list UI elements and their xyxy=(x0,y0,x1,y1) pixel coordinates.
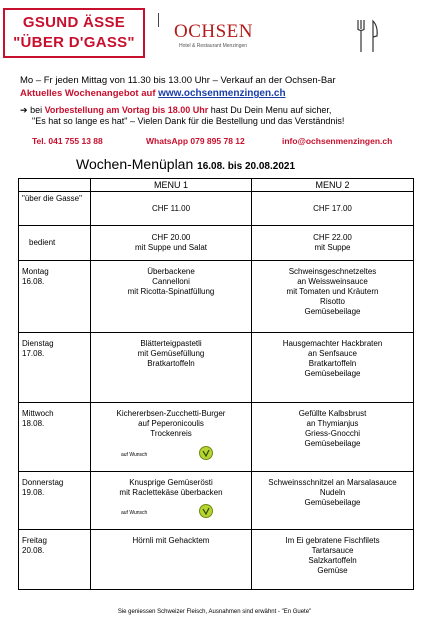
dish-line: Gemüse xyxy=(317,566,348,575)
dish-line: mit Ricotta-Spinatfüllung xyxy=(127,287,215,296)
header-divider xyxy=(158,13,159,27)
dish-line: an Thymianjus xyxy=(306,419,359,428)
dish-line: Schweinsschnitzel an Marsalasauce xyxy=(268,478,397,487)
day-cell xyxy=(19,530,91,590)
menu1-cell xyxy=(91,403,252,472)
served-price-menu2 xyxy=(252,226,414,261)
dish-line: Schweinsgeschnetzeltes xyxy=(288,267,377,276)
dish-line: Tartarsauce xyxy=(311,546,354,555)
title-dates: 16.08. bis 20.08.2021 xyxy=(197,161,296,172)
price-row-served xyxy=(19,226,414,261)
served-menu1-price: CHF 20.00 xyxy=(151,233,191,242)
served-price-menu1 xyxy=(91,226,252,261)
street-price-menu2: CHF 17.00 xyxy=(252,192,414,226)
menu1-cell xyxy=(91,333,252,403)
opening-hours: Mo – Fr jeden Mittag von 11.30 bis 13.00 Uhr – Verkauf an der Ochsen-Bar xyxy=(20,75,336,86)
page-title xyxy=(76,156,295,172)
dish-line: mit Tomaten und Kräutern xyxy=(286,287,379,296)
arrow-icon: ➔ xyxy=(20,105,28,115)
dish-line: Hörnli mit Gehacktem xyxy=(132,536,210,545)
brand-name: OCHSEN xyxy=(174,21,254,42)
served-menu2-note: mit Suppe xyxy=(314,243,351,252)
weekly-offer-label: Aktuelles Wochenangebot auf xyxy=(20,88,156,99)
menu-table xyxy=(18,178,414,590)
day-cell xyxy=(19,261,91,333)
dish-line: Gemüsebeilage xyxy=(304,498,361,507)
dish-line: Bratkartoffeln xyxy=(308,359,357,368)
day-name: Mittwoch xyxy=(22,409,54,418)
footer-note: Sie geniessen Schweizer Fleisch, Ausnahmen sind erwähnt - "En Guete" xyxy=(117,609,312,615)
day-name: Freitag xyxy=(22,536,47,545)
day-date: 18.08. xyxy=(22,419,45,428)
fork-knife-icon xyxy=(352,18,382,54)
promo-logo xyxy=(3,8,145,58)
table-row xyxy=(19,530,414,590)
dish-line: an Senfsauce xyxy=(308,349,357,358)
day-cell xyxy=(19,403,91,472)
dish-line: Nudeln xyxy=(319,488,346,497)
whatsapp-number[interactable]: WhatsApp 079 895 78 12 xyxy=(146,136,245,146)
vegan-leaf-icon xyxy=(199,504,213,518)
day-date: 16.08. xyxy=(22,277,45,286)
table-row xyxy=(19,261,414,333)
header-empty-cell xyxy=(19,179,91,192)
promo-logo-line1: GSUND ÄSSE xyxy=(22,14,126,31)
dish-line: Cannelloni xyxy=(152,277,190,286)
dish-line: Hausgemachter Hackbraten xyxy=(282,339,383,348)
weekly-offer-line xyxy=(20,88,286,99)
dish-line: Salzkartoffeln xyxy=(308,556,357,565)
vegan-leaf-icon xyxy=(199,446,213,460)
dish-line: Gemüsebeilage xyxy=(304,439,361,448)
served-menu2-price: CHF 22.00 xyxy=(313,233,352,242)
preorder-prefix: bei xyxy=(30,105,45,115)
dish-line: Trockenreis xyxy=(150,429,192,438)
dish-line: Griess-Gnocchi xyxy=(304,429,361,438)
served-label: bedient xyxy=(19,226,91,261)
dish-line: Risotto xyxy=(320,297,345,306)
dish-line: auf Peperonicoulis xyxy=(138,419,204,428)
dish-line: Bratkartoffeln xyxy=(147,359,195,368)
menu2-cell xyxy=(252,403,414,472)
ochsen-logo xyxy=(174,22,252,56)
preorder-suffix: hast Du Dein Menu auf sicher, xyxy=(208,105,332,115)
dish-line: Gefüllte Kalbsbrust xyxy=(298,409,367,418)
dish-line: an Weissweinsauce xyxy=(297,277,368,286)
vegan-option-note: auf Wunsch xyxy=(121,510,148,516)
vegan-option-note: auf Wunsch xyxy=(121,452,148,458)
phone-number[interactable]: Tel. 041 755 13 88 xyxy=(32,136,103,146)
dish-line: mit Gemüsefüllung xyxy=(137,349,205,358)
title-main: Wochen-Menüplan xyxy=(76,156,194,172)
day-name: Donnerstag xyxy=(22,478,64,487)
day-name: Montag xyxy=(22,267,49,276)
preorder-highlight: Vorbestellung am Vortag bis 18.00 Uhr xyxy=(44,105,209,115)
website-link[interactable]: www.ochsenmenzingen.ch xyxy=(158,88,286,99)
table-row xyxy=(19,472,414,530)
header-menu1: MENU 1 xyxy=(91,179,252,192)
dish-line: Im Ei gebratene Fischfilets xyxy=(285,536,380,545)
menu2-cell xyxy=(252,333,414,403)
dish-line: mit Raclettekäse überbacken xyxy=(119,488,223,497)
street-price-menu1: CHF 11.00 xyxy=(91,192,252,226)
price-row-street xyxy=(19,192,414,226)
preorder-line xyxy=(20,105,331,116)
served-menu1-note: mit Suppe und Salat xyxy=(134,243,208,252)
day-cell xyxy=(19,333,91,403)
day-cell xyxy=(19,472,91,530)
day-date: 20.08. xyxy=(22,546,45,555)
brand-subtitle: Hotel & Restaurant Menzingen xyxy=(178,43,248,49)
email-address[interactable]: info@ochsenmenzingen.ch xyxy=(282,136,393,146)
day-date: 17.08. xyxy=(22,349,45,358)
menu1-cell xyxy=(91,530,252,590)
dish-line: Gemüsebeilage xyxy=(304,369,361,378)
day-name: Dienstag xyxy=(22,339,54,348)
dish-line: Blätterteigpastetli xyxy=(140,339,202,348)
menu2-cell xyxy=(252,261,414,333)
header-menu2: MENU 2 xyxy=(252,179,414,192)
table-row xyxy=(19,403,414,472)
table-header-row xyxy=(19,179,414,192)
menu1-cell xyxy=(91,261,252,333)
dish-line: Kichererbsen-Zucchetti-Burger xyxy=(116,409,226,418)
day-date: 19.08. xyxy=(22,488,45,497)
dish-line: Knusprige Gemüserösti xyxy=(129,478,213,487)
menu2-cell xyxy=(252,530,414,590)
dish-line: Gemüsebeilage xyxy=(304,307,361,316)
promo-logo-line2: "ÜBER D'GASS" xyxy=(13,34,135,51)
dish-line: Überbackene xyxy=(147,267,195,276)
preorder-line2: "Es hat so lange es hat" – Vielen Dank für die Bestellung und das Verständnis! xyxy=(32,116,345,126)
menu1-cell xyxy=(91,472,252,530)
menu2-cell xyxy=(252,472,414,530)
table-row xyxy=(19,333,414,403)
street-label: "über die Gasse" xyxy=(19,192,91,226)
